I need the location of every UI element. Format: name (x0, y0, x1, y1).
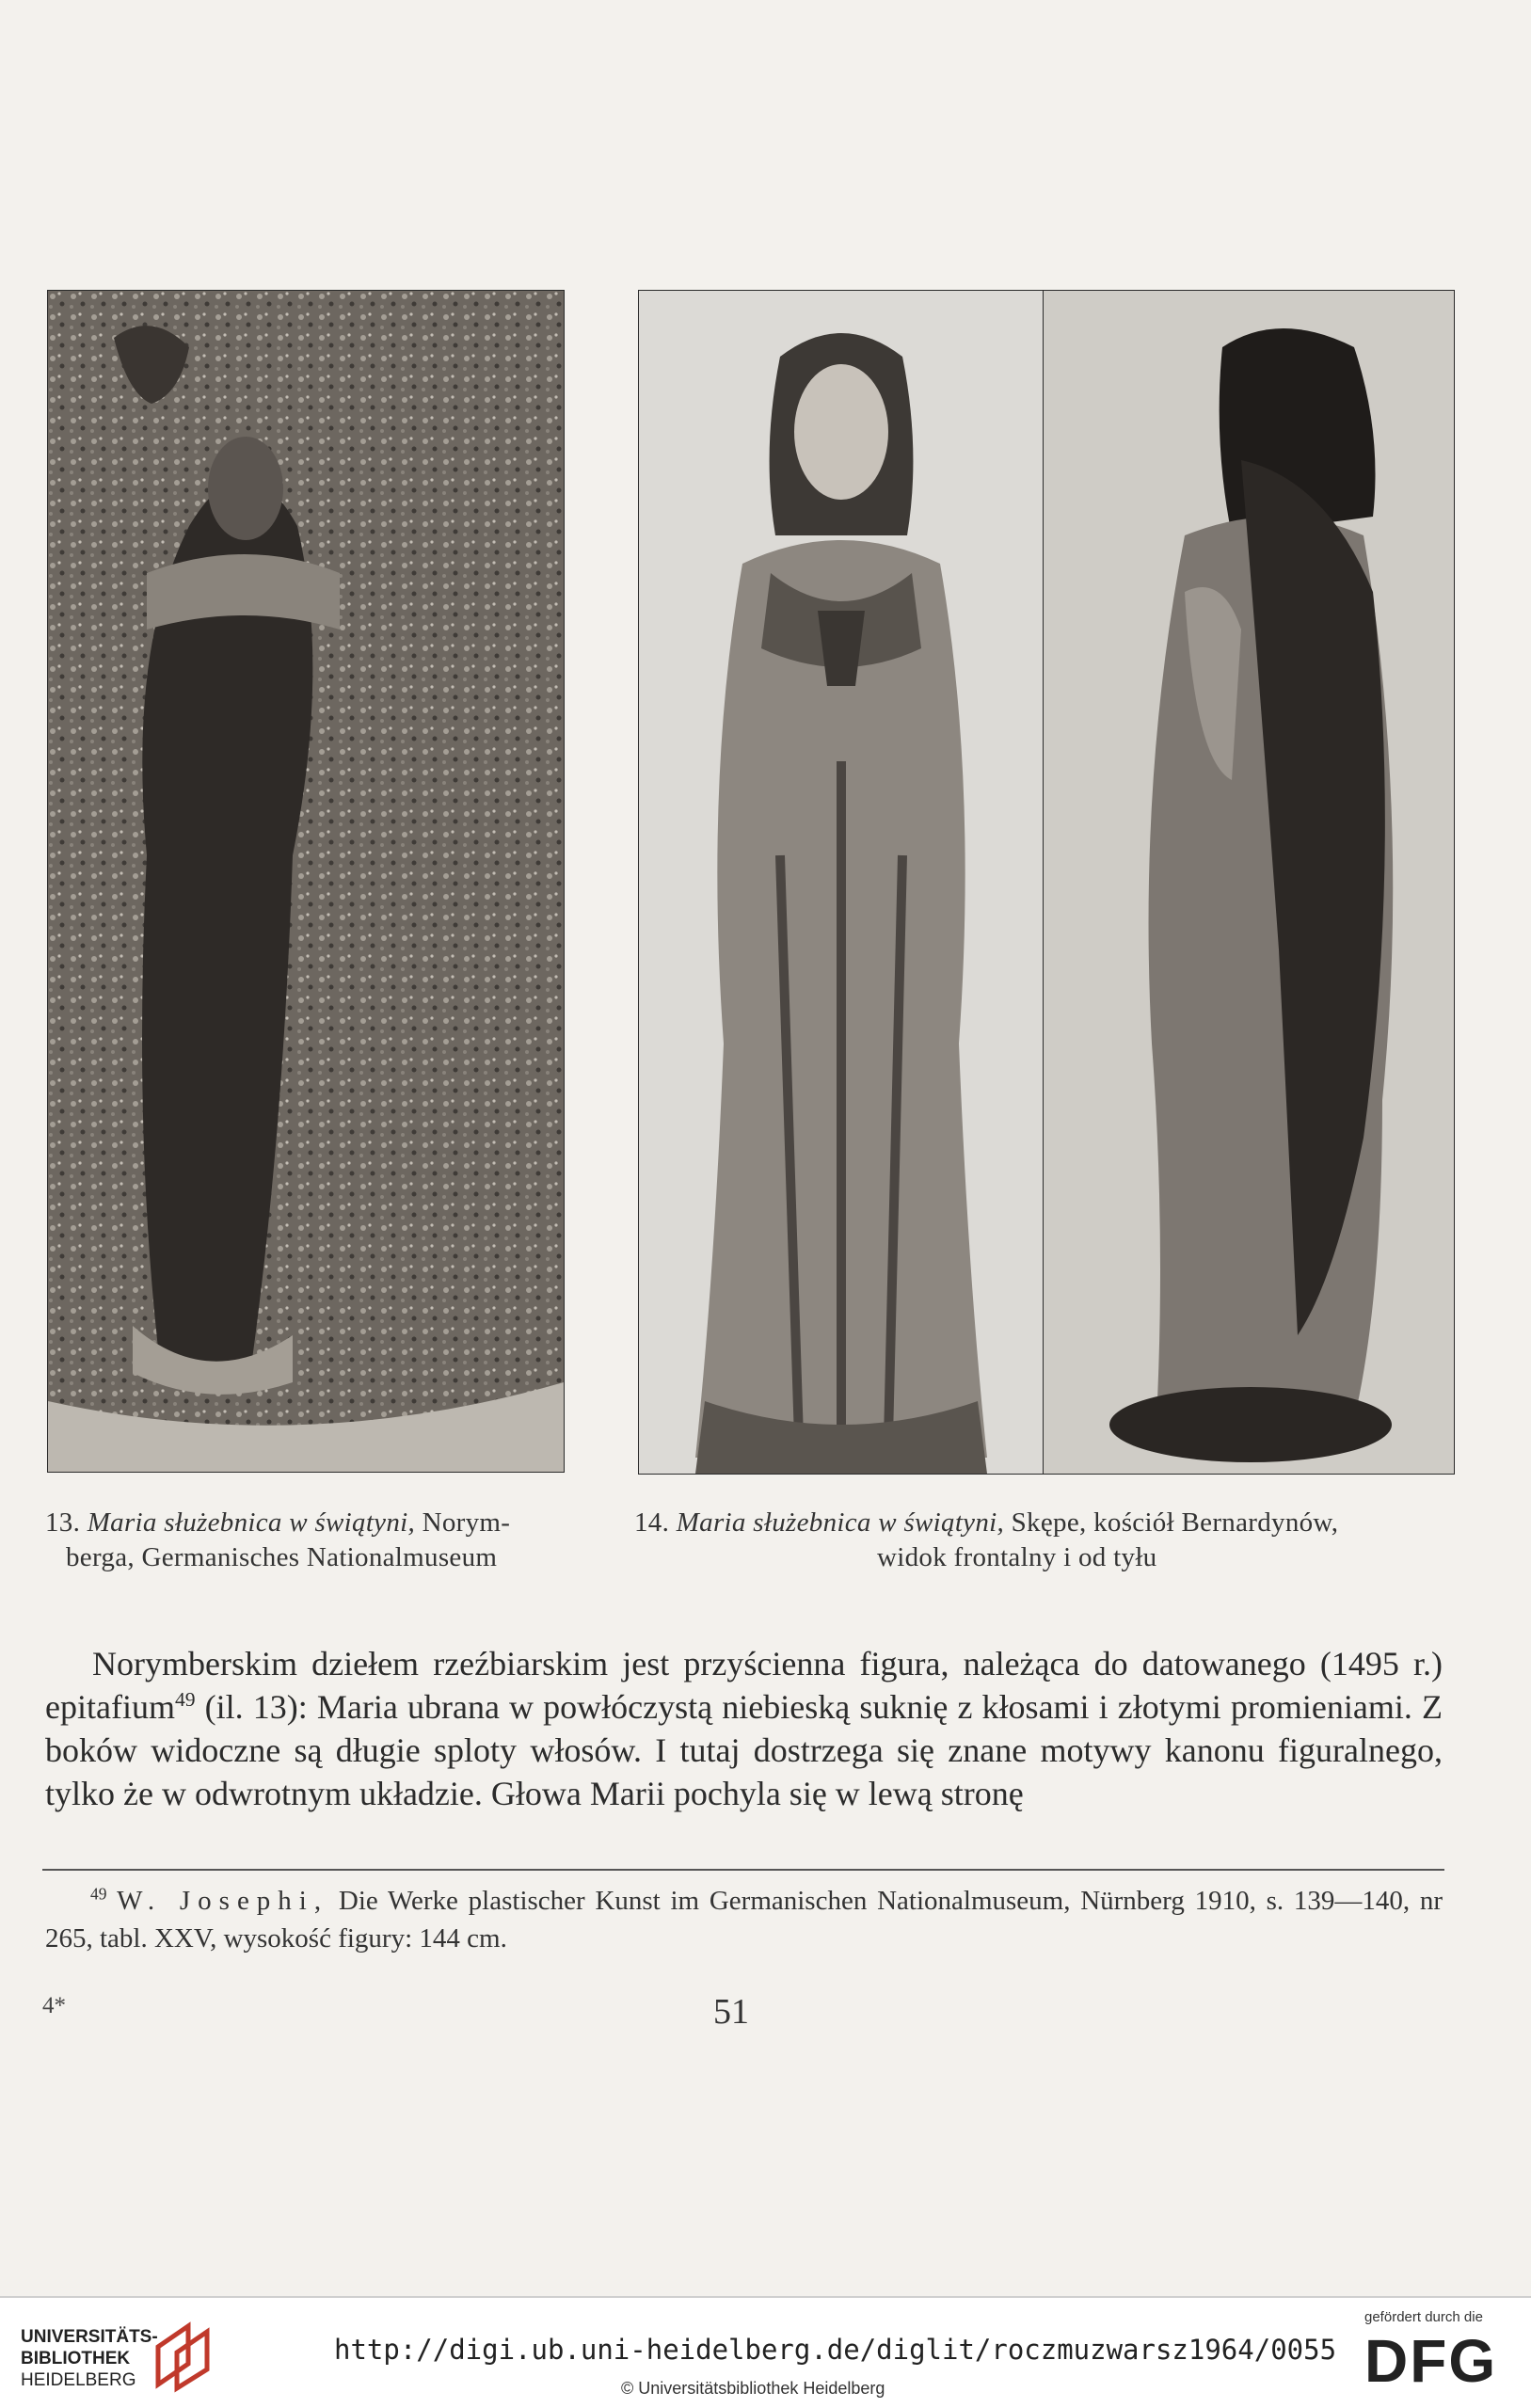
caption-13-title: Maria służebnica w świątyni, (87, 1507, 416, 1538)
library-logo-icon (151, 2319, 216, 2394)
footnote-author: W. Josephi, (117, 1886, 329, 1916)
page-number: 51 (713, 1992, 749, 2032)
photo-13-relief-figure (47, 290, 565, 1473)
library-name: UNIVERSITÄTS- BIBLIOTHEK HEIDELBERG (21, 2327, 158, 2390)
photo-14-front-view (638, 290, 1045, 1475)
copyright-notice: © Universitätsbibliothek Heidelberg (621, 2379, 885, 2398)
body-paragraph: Norymberskim dziełem rzeźbiarskim jest przyścienna figura, należąca do datowanego (1495 r.) epitafium$^{49}$ (il. 13): Maria ubrana w powłóczystą niebieską suknię z kłosami i złotymi promieniami. Z boków widoczne są długie sploty włosów. I tutaj dostrzega się znane motywy kanonu figuralnego, tylko że w odwrotnym układzie. Głowa Marii pochyla się w lewą stronę (45, 1645, 1443, 1812)
footnote-divider (42, 1869, 1444, 1871)
footer-bar (0, 2296, 1531, 2408)
caption-figure-13: 13. Maria służebnica w świątyni, Norym- berga, Germanisches Nationalmuseum (45, 1507, 511, 1572)
signature-mark: 4* (42, 1993, 66, 2018)
photo-14-back-view (1043, 290, 1455, 1475)
dfg-subtitle: gefördert durch die (1364, 2309, 1483, 2325)
footnote-49: $^{49}$ W. Josephi, Die Werke plastischer Kunst im Germanischen Nationalmuseum, Nürnberg 1910, s. 139—140, nr 265, tabl. XXV, wysokość figury: 144 cm. (45, 1884, 1443, 1954)
permalink-url[interactable]: http://digi.ub.uni-heidelberg.de/diglit/roczmuzwarsz1964/0055 (334, 2334, 1337, 2366)
caption-figure-14: 14. Maria służebnica w świątyni, Skępe, kościół Bernardynów, widok frontalny i od tyłu (634, 1507, 1339, 1572)
footnote-reference[interactable]: 49 (174, 1688, 196, 1711)
caption-14-title: Maria służebnica w świątyni, (676, 1507, 1005, 1538)
dfg-logo: DFG (1364, 2327, 1498, 2395)
